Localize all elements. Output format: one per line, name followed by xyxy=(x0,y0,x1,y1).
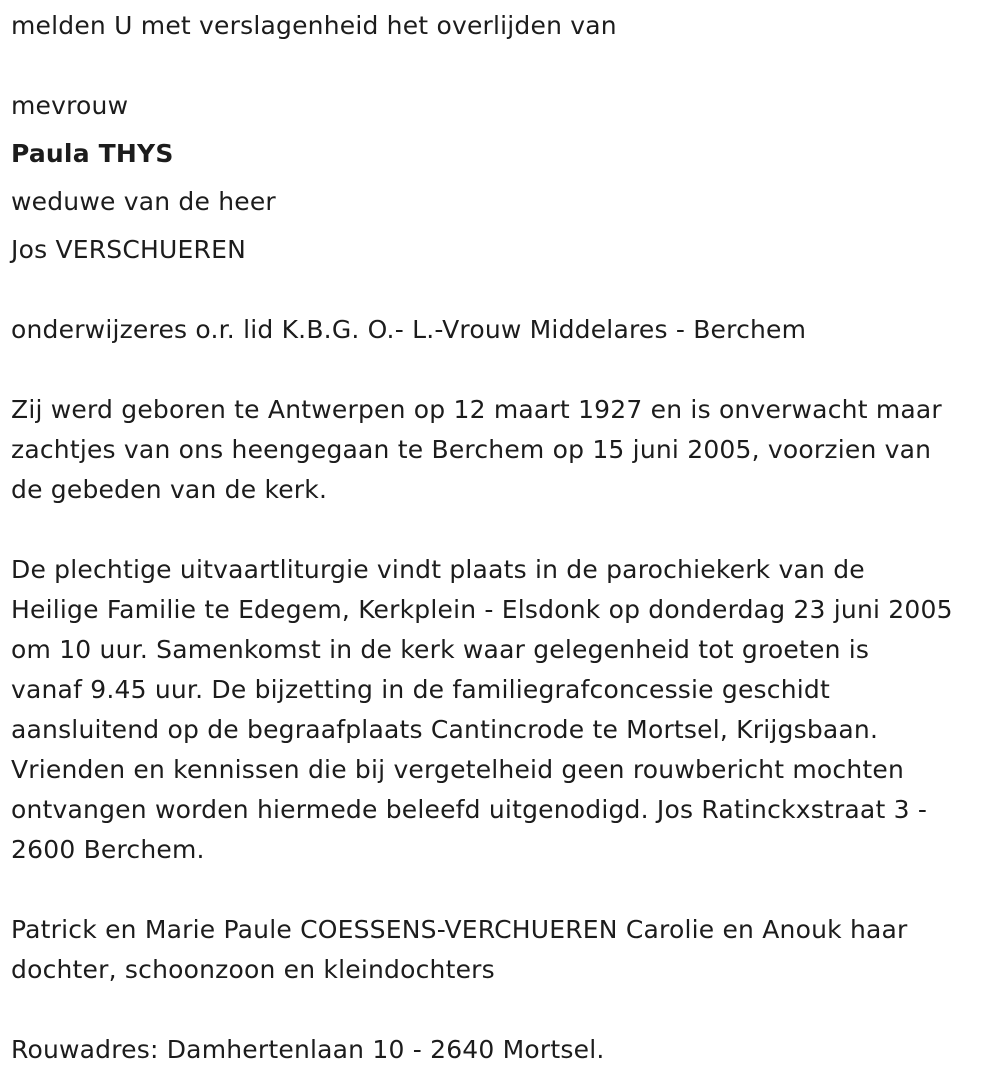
relation-text: weduwe van de heer xyxy=(11,187,276,216)
ceremony-line: 2600 Berchem. xyxy=(11,835,205,864)
intro-text: melden U met verslagenheid het overlijden van xyxy=(11,11,617,40)
family-line: Patrick en Marie Paule COESSENS-VERCHUEREN Carolie en Anouk haar xyxy=(11,915,908,944)
birth-line: de gebeden van de kerk. xyxy=(11,475,328,504)
ceremony-line: ontvangen worden hiermede beleefd uitgenodigd. Jos Ratinckxstraat 3 - xyxy=(11,795,928,824)
deceased-name: Paula THYS xyxy=(11,139,174,168)
salutation: mevrouw xyxy=(11,91,129,120)
birth-line: Zij werd geboren te Antwerpen op 12 maart 1927 en is onverwacht maar xyxy=(11,395,942,424)
occupation-text: onderwijzeres o.r. lid K.B.G. O.- L.-Vrouw Middelares - Berchem xyxy=(11,315,807,344)
ceremony-line: vanaf 9.45 uur. De bijzetting in de familiegrafconcessie geschidt xyxy=(11,675,830,704)
mourning-address: Rouwadres: Damhertenlaan 10 - 2640 Mortsel. xyxy=(11,1035,605,1064)
ceremony-line: Heilige Familie te Edegem, Kerkplein - Elsdonk op donderdag 23 juni 2005 xyxy=(11,595,953,624)
family-line: dochter, schoonzoon en kleindochters xyxy=(11,955,495,984)
ceremony-line: Vrienden en kennissen die bij vergetelheid geen rouwbericht mochten xyxy=(11,755,905,784)
ceremony-line: aansluitend op de begraafplaats Cantincrode te Mortsel, Krijgsbaan. xyxy=(11,715,879,744)
ceremony-line: De plechtige uitvaartliturgie vindt plaats in de parochiekerk van de xyxy=(11,555,865,584)
ceremony-line: om 10 uur. Samenkomst in de kerk waar gelegenheid tot groeten is xyxy=(11,635,870,664)
spouse-name: Jos VERSCHUEREN xyxy=(11,235,246,264)
birth-line: zachtjes van ons heengegaan te Berchem op 15 juni 2005, voorzien van xyxy=(11,435,932,464)
